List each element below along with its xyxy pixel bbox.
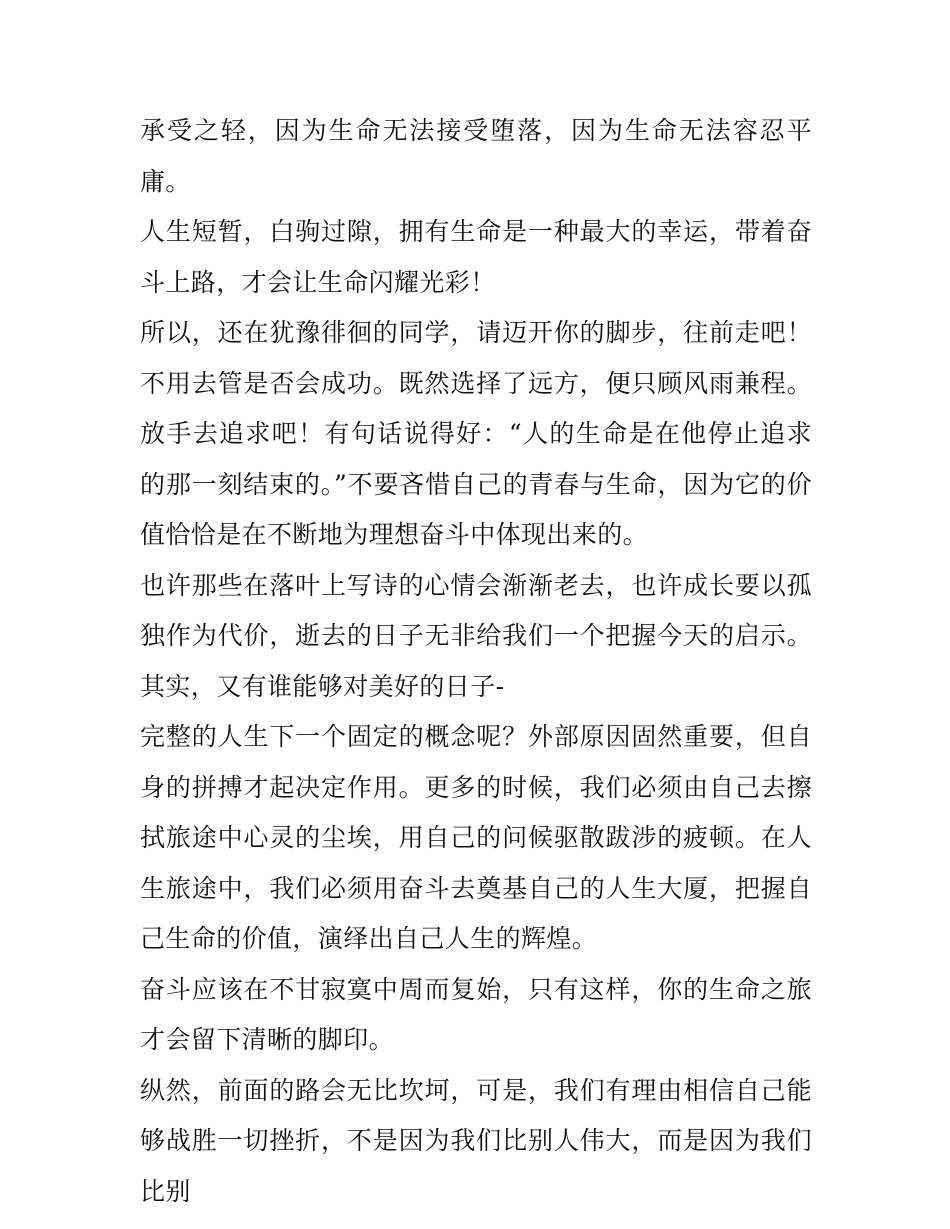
paragraph-3: 所以，还在犹豫徘徊的同学，请迈开你的脚步，往前走吧！不用去管是否会成功。既然选择了远方，便只顾风雨兼程。放手去追求吧！有句话说得好：“人的生命是在他停止追求的那一刻结束的。”不要吝惜自己的青春与生命，因为它的价值恰恰是在不断地为理想奋斗中体现出来的。	[140, 318, 812, 549]
paragraph-5: 完整的人生下一个固定的概念呢？外部原因固然重要，但自身的拼搏才起决定作用。更多的时候，我们必须由自己去擦拭旅途中心灵的尘埃，用自己的问候驱散跋涉的疲顿。在人生旅途中，我们必须用奋斗去奠基自己的人生大厦，把握自己生命的价值，演绎出自己人生的辉煌。	[140, 722, 812, 953]
paragraph-1: 承受之轻，因为生命无法接受堕落，因为生命无法容忍平庸。	[140, 116, 812, 196]
paragraph-2: 人生短暂，白驹过隙，拥有生命是一种最大的幸运，带着奋斗上路，才会让生命闪耀光彩！	[140, 217, 812, 297]
paragraph-7: 纵然，前面的路会无比坎坷，可是，我们有理由相信自己能够战胜一切挫折，不是因为我们比别人伟大，而是因为我们比别	[140, 1075, 812, 1206]
paragraph-4: 也许那些在落叶上写诗的心情会渐渐老去，也许成长要以孤独作为代价，逝去的日子无非给我们一个把握今天的启示。其实，又有谁能够对美好的日子-	[140, 570, 812, 701]
paragraph-6: 奋斗应该在不甘寂寞中周而复始，只有这样，你的生命之旅才会留下清晰的脚印。	[140, 974, 812, 1054]
body-text	[140, 106, 812, 1217]
